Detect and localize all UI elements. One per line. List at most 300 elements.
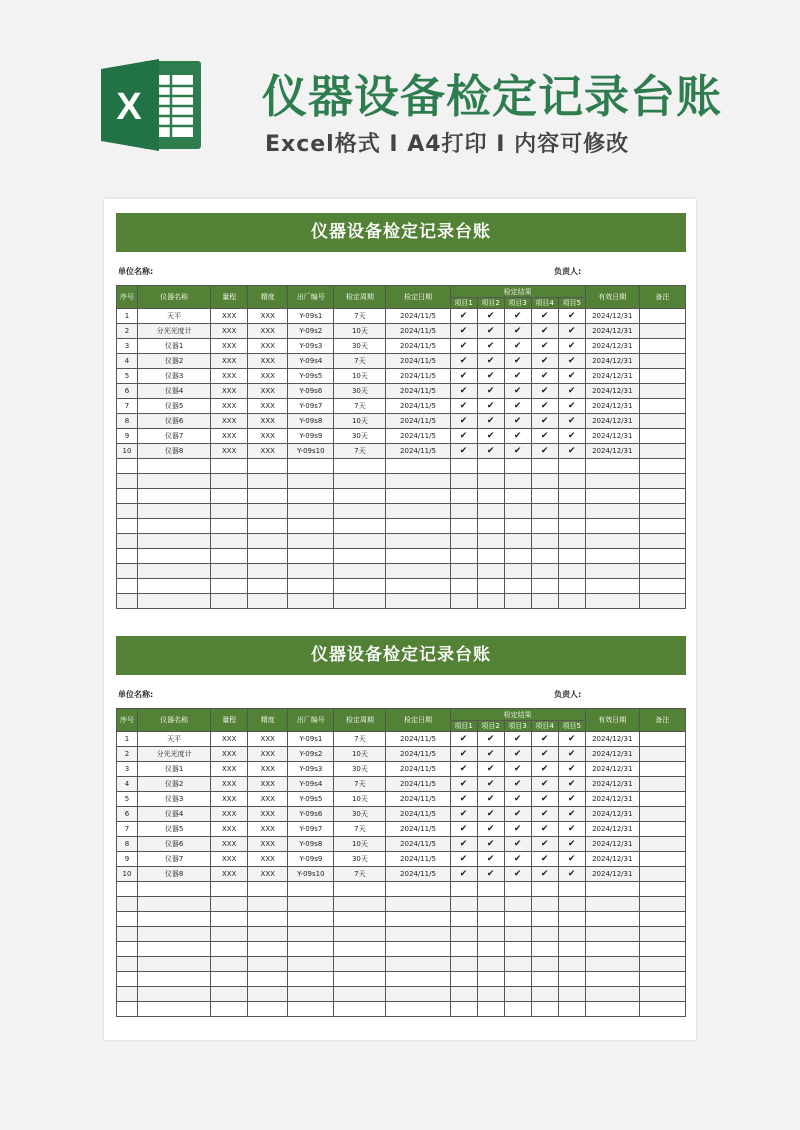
cell-precision[interactable]: XXX	[248, 444, 288, 459]
empty-cell[interactable]	[585, 987, 639, 1002]
check-mark-icon[interactable]: ✔	[504, 867, 531, 882]
cell-precision[interactable]: XXX	[248, 807, 288, 822]
empty-cell[interactable]	[477, 942, 504, 957]
empty-cell[interactable]	[386, 519, 450, 534]
cell-remark[interactable]	[639, 732, 685, 747]
empty-cell[interactable]	[639, 987, 685, 1002]
check-mark-icon[interactable]: ✔	[531, 444, 558, 459]
cell-valid[interactable]: 2024/12/31	[585, 747, 639, 762]
check-mark-icon[interactable]: ✔	[504, 324, 531, 339]
empty-cell[interactable]	[504, 459, 531, 474]
check-mark-icon[interactable]: ✔	[477, 414, 504, 429]
empty-cell[interactable]	[558, 912, 585, 927]
empty-cell[interactable]	[639, 1002, 685, 1017]
cell-serial[interactable]: Y-09s5	[288, 792, 334, 807]
cell-name[interactable]: 仪器5	[138, 822, 211, 837]
check-mark-icon[interactable]: ✔	[558, 747, 585, 762]
empty-cell[interactable]	[117, 957, 138, 972]
check-mark-icon[interactable]: ✔	[477, 309, 504, 324]
check-mark-icon[interactable]: ✔	[477, 339, 504, 354]
empty-cell[interactable]	[558, 594, 585, 609]
empty-cell[interactable]	[138, 594, 211, 609]
cell-name[interactable]: 仪器7	[138, 852, 211, 867]
empty-cell[interactable]	[117, 474, 138, 489]
empty-cell[interactable]	[288, 489, 334, 504]
cell-name[interactable]: 仪器1	[138, 339, 211, 354]
empty-cell[interactable]	[585, 927, 639, 942]
empty-cell[interactable]	[477, 1002, 504, 1017]
cell-serial[interactable]: Y-09s8	[288, 837, 334, 852]
empty-cell[interactable]	[211, 519, 248, 534]
cell-range[interactable]: XXX	[211, 414, 248, 429]
empty-cell[interactable]	[288, 912, 334, 927]
cell-precision[interactable]: XXX	[248, 852, 288, 867]
empty-cell[interactable]	[386, 459, 450, 474]
empty-cell[interactable]	[585, 882, 639, 897]
cell-remark[interactable]	[639, 354, 685, 369]
cell-name[interactable]: 仪器4	[138, 807, 211, 822]
cell-remark[interactable]	[639, 414, 685, 429]
cell-remark[interactable]	[639, 807, 685, 822]
check-mark-icon[interactable]: ✔	[558, 429, 585, 444]
empty-cell[interactable]	[334, 549, 386, 564]
empty-cell[interactable]	[288, 882, 334, 897]
empty-cell[interactable]	[504, 594, 531, 609]
cell-precision[interactable]: XXX	[248, 747, 288, 762]
cell-range[interactable]: XXX	[211, 384, 248, 399]
empty-cell[interactable]	[117, 534, 138, 549]
empty-cell[interactable]	[386, 489, 450, 504]
empty-cell[interactable]	[138, 474, 211, 489]
empty-cell[interactable]	[504, 579, 531, 594]
empty-cell[interactable]	[504, 534, 531, 549]
empty-cell[interactable]	[334, 972, 386, 987]
cell-no[interactable]: 7	[117, 399, 138, 414]
check-mark-icon[interactable]: ✔	[477, 867, 504, 882]
cell-serial[interactable]: Y-09s7	[288, 399, 334, 414]
empty-cell[interactable]	[531, 549, 558, 564]
empty-cell[interactable]	[138, 579, 211, 594]
cell-cycle[interactable]: 30天	[334, 339, 386, 354]
cell-precision[interactable]: XXX	[248, 732, 288, 747]
cell-remark[interactable]	[639, 369, 685, 384]
empty-cell[interactable]	[117, 579, 138, 594]
cell-no[interactable]: 6	[117, 384, 138, 399]
check-mark-icon[interactable]: ✔	[531, 429, 558, 444]
cell-serial[interactable]: Y-09s3	[288, 339, 334, 354]
cell-serial[interactable]: Y-09s2	[288, 747, 334, 762]
empty-cell[interactable]	[288, 942, 334, 957]
check-mark-icon[interactable]: ✔	[450, 309, 477, 324]
empty-cell[interactable]	[248, 534, 288, 549]
cell-remark[interactable]	[639, 792, 685, 807]
empty-cell[interactable]	[477, 549, 504, 564]
empty-cell[interactable]	[334, 987, 386, 1002]
empty-cell[interactable]	[450, 1002, 477, 1017]
cell-range[interactable]: XXX	[211, 429, 248, 444]
cell-serial[interactable]: Y-09s3	[288, 762, 334, 777]
empty-cell[interactable]	[248, 564, 288, 579]
empty-cell[interactable]	[288, 474, 334, 489]
cell-date[interactable]: 2024/11/5	[386, 852, 450, 867]
check-mark-icon[interactable]: ✔	[558, 444, 585, 459]
cell-range[interactable]: XXX	[211, 324, 248, 339]
empty-cell[interactable]	[248, 927, 288, 942]
empty-cell[interactable]	[585, 534, 639, 549]
cell-no[interactable]: 9	[117, 852, 138, 867]
check-mark-icon[interactable]: ✔	[558, 837, 585, 852]
cell-valid[interactable]: 2024/12/31	[585, 444, 639, 459]
empty-cell[interactable]	[585, 549, 639, 564]
cell-range[interactable]: XXX	[211, 792, 248, 807]
empty-cell[interactable]	[639, 549, 685, 564]
cell-cycle[interactable]: 7天	[334, 732, 386, 747]
cell-no[interactable]: 4	[117, 777, 138, 792]
empty-cell[interactable]	[138, 927, 211, 942]
check-mark-icon[interactable]: ✔	[450, 822, 477, 837]
cell-cycle[interactable]: 10天	[334, 747, 386, 762]
empty-cell[interactable]	[450, 579, 477, 594]
empty-cell[interactable]	[334, 1002, 386, 1017]
empty-cell[interactable]	[585, 489, 639, 504]
empty-cell[interactable]	[531, 489, 558, 504]
empty-cell[interactable]	[288, 579, 334, 594]
empty-cell[interactable]	[585, 594, 639, 609]
cell-date[interactable]: 2024/11/5	[386, 792, 450, 807]
cell-cycle[interactable]: 7天	[334, 354, 386, 369]
empty-cell[interactable]	[639, 912, 685, 927]
check-mark-icon[interactable]: ✔	[477, 354, 504, 369]
cell-remark[interactable]	[639, 852, 685, 867]
cell-name[interactable]: 仪器6	[138, 414, 211, 429]
check-mark-icon[interactable]: ✔	[477, 429, 504, 444]
cell-range[interactable]: XXX	[211, 867, 248, 882]
check-mark-icon[interactable]: ✔	[504, 747, 531, 762]
empty-cell[interactable]	[558, 579, 585, 594]
cell-date[interactable]: 2024/11/5	[386, 837, 450, 852]
empty-cell[interactable]	[639, 459, 685, 474]
empty-cell[interactable]	[334, 504, 386, 519]
check-mark-icon[interactable]: ✔	[558, 807, 585, 822]
empty-cell[interactable]	[531, 519, 558, 534]
cell-remark[interactable]	[639, 429, 685, 444]
empty-cell[interactable]	[288, 972, 334, 987]
check-mark-icon[interactable]: ✔	[450, 732, 477, 747]
check-mark-icon[interactable]: ✔	[531, 339, 558, 354]
cell-cycle[interactable]: 30天	[334, 807, 386, 822]
empty-cell[interactable]	[477, 489, 504, 504]
empty-cell[interactable]	[450, 897, 477, 912]
empty-cell[interactable]	[334, 897, 386, 912]
empty-cell[interactable]	[288, 549, 334, 564]
empty-cell[interactable]	[477, 972, 504, 987]
empty-cell[interactable]	[531, 1002, 558, 1017]
empty-cell[interactable]	[386, 549, 450, 564]
check-mark-icon[interactable]: ✔	[531, 732, 558, 747]
empty-cell[interactable]	[585, 972, 639, 987]
empty-cell[interactable]	[558, 504, 585, 519]
empty-cell[interactable]	[117, 489, 138, 504]
cell-no[interactable]: 2	[117, 747, 138, 762]
check-mark-icon[interactable]: ✔	[450, 369, 477, 384]
cell-range[interactable]: XXX	[211, 777, 248, 792]
cell-remark[interactable]	[639, 837, 685, 852]
cell-cycle[interactable]: 30天	[334, 852, 386, 867]
empty-cell[interactable]	[504, 1002, 531, 1017]
cell-serial[interactable]: Y-09s6	[288, 384, 334, 399]
empty-cell[interactable]	[138, 1002, 211, 1017]
empty-cell[interactable]	[334, 534, 386, 549]
cell-date[interactable]: 2024/11/5	[386, 309, 450, 324]
check-mark-icon[interactable]: ✔	[450, 777, 477, 792]
cell-cycle[interactable]: 7天	[334, 444, 386, 459]
cell-valid[interactable]: 2024/12/31	[585, 732, 639, 747]
cell-serial[interactable]: Y-09s8	[288, 414, 334, 429]
cell-serial[interactable]: Y-09s4	[288, 777, 334, 792]
empty-cell[interactable]	[558, 459, 585, 474]
empty-cell[interactable]	[334, 489, 386, 504]
check-mark-icon[interactable]: ✔	[531, 867, 558, 882]
cell-remark[interactable]	[639, 867, 685, 882]
cell-name[interactable]: 天平	[138, 309, 211, 324]
empty-cell[interactable]	[248, 594, 288, 609]
empty-cell[interactable]	[386, 474, 450, 489]
empty-cell[interactable]	[531, 882, 558, 897]
empty-cell[interactable]	[211, 459, 248, 474]
cell-valid[interactable]: 2024/12/31	[585, 339, 639, 354]
empty-cell[interactable]	[558, 927, 585, 942]
cell-precision[interactable]: XXX	[248, 867, 288, 882]
check-mark-icon[interactable]: ✔	[477, 747, 504, 762]
empty-cell[interactable]	[386, 987, 450, 1002]
cell-cycle[interactable]: 7天	[334, 399, 386, 414]
check-mark-icon[interactable]: ✔	[504, 807, 531, 822]
empty-cell[interactable]	[386, 504, 450, 519]
empty-cell[interactable]	[585, 897, 639, 912]
cell-precision[interactable]: XXX	[248, 762, 288, 777]
empty-cell[interactable]	[138, 957, 211, 972]
check-mark-icon[interactable]: ✔	[531, 414, 558, 429]
cell-valid[interactable]: 2024/12/31	[585, 384, 639, 399]
cell-precision[interactable]: XXX	[248, 429, 288, 444]
cell-no[interactable]: 5	[117, 369, 138, 384]
cell-valid[interactable]: 2024/12/31	[585, 324, 639, 339]
cell-name[interactable]: 仪器8	[138, 867, 211, 882]
empty-cell[interactable]	[450, 912, 477, 927]
empty-cell[interactable]	[504, 942, 531, 957]
cell-serial[interactable]: Y-09s10	[288, 867, 334, 882]
empty-cell[interactable]	[531, 987, 558, 1002]
cell-remark[interactable]	[639, 747, 685, 762]
empty-cell[interactable]	[450, 459, 477, 474]
empty-cell[interactable]	[531, 912, 558, 927]
empty-cell[interactable]	[248, 579, 288, 594]
cell-valid[interactable]: 2024/12/31	[585, 822, 639, 837]
empty-cell[interactable]	[117, 1002, 138, 1017]
cell-cycle[interactable]: 7天	[334, 309, 386, 324]
cell-date[interactable]: 2024/11/5	[386, 429, 450, 444]
check-mark-icon[interactable]: ✔	[477, 792, 504, 807]
check-mark-icon[interactable]: ✔	[531, 399, 558, 414]
cell-no[interactable]: 5	[117, 792, 138, 807]
empty-cell[interactable]	[585, 942, 639, 957]
cell-date[interactable]: 2024/11/5	[386, 444, 450, 459]
cell-valid[interactable]: 2024/12/31	[585, 429, 639, 444]
empty-cell[interactable]	[288, 594, 334, 609]
cell-no[interactable]: 2	[117, 324, 138, 339]
empty-cell[interactable]	[138, 987, 211, 1002]
empty-cell[interactable]	[558, 549, 585, 564]
cell-no[interactable]: 6	[117, 807, 138, 822]
empty-cell[interactable]	[477, 519, 504, 534]
empty-cell[interactable]	[477, 987, 504, 1002]
cell-name[interactable]: 仪器7	[138, 429, 211, 444]
empty-cell[interactable]	[248, 897, 288, 912]
empty-cell[interactable]	[531, 534, 558, 549]
empty-cell[interactable]	[211, 987, 248, 1002]
cell-valid[interactable]: 2024/12/31	[585, 399, 639, 414]
empty-cell[interactable]	[117, 942, 138, 957]
check-mark-icon[interactable]: ✔	[450, 747, 477, 762]
cell-remark[interactable]	[639, 324, 685, 339]
cell-no[interactable]: 8	[117, 837, 138, 852]
cell-cycle[interactable]: 10天	[334, 792, 386, 807]
check-mark-icon[interactable]: ✔	[450, 762, 477, 777]
empty-cell[interactable]	[211, 927, 248, 942]
check-mark-icon[interactable]: ✔	[531, 369, 558, 384]
empty-cell[interactable]	[639, 972, 685, 987]
check-mark-icon[interactable]: ✔	[477, 777, 504, 792]
check-mark-icon[interactable]: ✔	[504, 339, 531, 354]
cell-name[interactable]: 仪器5	[138, 399, 211, 414]
cell-date[interactable]: 2024/11/5	[386, 339, 450, 354]
empty-cell[interactable]	[504, 882, 531, 897]
cell-precision[interactable]: XXX	[248, 837, 288, 852]
cell-valid[interactable]: 2024/12/31	[585, 867, 639, 882]
cell-no[interactable]: 3	[117, 762, 138, 777]
cell-name[interactable]: 仪器2	[138, 777, 211, 792]
cell-valid[interactable]: 2024/12/31	[585, 762, 639, 777]
cell-cycle[interactable]: 7天	[334, 867, 386, 882]
cell-date[interactable]: 2024/11/5	[386, 747, 450, 762]
empty-cell[interactable]	[334, 579, 386, 594]
check-mark-icon[interactable]: ✔	[477, 822, 504, 837]
cell-date[interactable]: 2024/11/5	[386, 414, 450, 429]
check-mark-icon[interactable]: ✔	[477, 837, 504, 852]
cell-serial[interactable]: Y-09s7	[288, 822, 334, 837]
empty-cell[interactable]	[117, 912, 138, 927]
empty-cell[interactable]	[138, 972, 211, 987]
empty-cell[interactable]	[585, 957, 639, 972]
check-mark-icon[interactable]: ✔	[477, 399, 504, 414]
empty-cell[interactable]	[639, 534, 685, 549]
empty-cell[interactable]	[504, 519, 531, 534]
empty-cell[interactable]	[531, 459, 558, 474]
empty-cell[interactable]	[477, 957, 504, 972]
empty-cell[interactable]	[504, 564, 531, 579]
empty-cell[interactable]	[138, 549, 211, 564]
empty-cell[interactable]	[386, 897, 450, 912]
cell-range[interactable]: XXX	[211, 339, 248, 354]
empty-cell[interactable]	[558, 564, 585, 579]
empty-cell[interactable]	[585, 459, 639, 474]
cell-date[interactable]: 2024/11/5	[386, 732, 450, 747]
empty-cell[interactable]	[288, 564, 334, 579]
cell-remark[interactable]	[639, 309, 685, 324]
cell-cycle[interactable]: 7天	[334, 777, 386, 792]
empty-cell[interactable]	[585, 564, 639, 579]
empty-cell[interactable]	[288, 957, 334, 972]
check-mark-icon[interactable]: ✔	[558, 354, 585, 369]
empty-cell[interactable]	[585, 504, 639, 519]
empty-cell[interactable]	[386, 534, 450, 549]
cell-range[interactable]: XXX	[211, 444, 248, 459]
check-mark-icon[interactable]: ✔	[531, 762, 558, 777]
cell-no[interactable]: 8	[117, 414, 138, 429]
empty-cell[interactable]	[531, 957, 558, 972]
empty-cell[interactable]	[248, 489, 288, 504]
cell-valid[interactable]: 2024/12/31	[585, 354, 639, 369]
empty-cell[interactable]	[585, 1002, 639, 1017]
empty-cell[interactable]	[117, 972, 138, 987]
check-mark-icon[interactable]: ✔	[477, 444, 504, 459]
empty-cell[interactable]	[558, 987, 585, 1002]
empty-cell[interactable]	[504, 504, 531, 519]
empty-cell[interactable]	[558, 942, 585, 957]
check-mark-icon[interactable]: ✔	[450, 354, 477, 369]
empty-cell[interactable]	[117, 897, 138, 912]
empty-cell[interactable]	[450, 519, 477, 534]
empty-cell[interactable]	[248, 912, 288, 927]
empty-cell[interactable]	[248, 549, 288, 564]
cell-serial[interactable]: Y-09s2	[288, 324, 334, 339]
empty-cell[interactable]	[117, 564, 138, 579]
check-mark-icon[interactable]: ✔	[531, 309, 558, 324]
empty-cell[interactable]	[585, 579, 639, 594]
empty-cell[interactable]	[531, 579, 558, 594]
empty-cell[interactable]	[558, 534, 585, 549]
cell-name[interactable]: 仪器8	[138, 444, 211, 459]
empty-cell[interactable]	[211, 972, 248, 987]
empty-cell[interactable]	[288, 927, 334, 942]
cell-remark[interactable]	[639, 777, 685, 792]
empty-cell[interactable]	[450, 927, 477, 942]
empty-cell[interactable]	[450, 474, 477, 489]
empty-cell[interactable]	[477, 927, 504, 942]
check-mark-icon[interactable]: ✔	[450, 429, 477, 444]
empty-cell[interactable]	[531, 972, 558, 987]
empty-cell[interactable]	[138, 897, 211, 912]
check-mark-icon[interactable]: ✔	[450, 807, 477, 822]
check-mark-icon[interactable]: ✔	[558, 309, 585, 324]
empty-cell[interactable]	[639, 564, 685, 579]
empty-cell[interactable]	[450, 942, 477, 957]
cell-range[interactable]: XXX	[211, 399, 248, 414]
empty-cell[interactable]	[558, 897, 585, 912]
check-mark-icon[interactable]: ✔	[531, 822, 558, 837]
empty-cell[interactable]	[504, 549, 531, 564]
check-mark-icon[interactable]: ✔	[504, 429, 531, 444]
check-mark-icon[interactable]: ✔	[504, 732, 531, 747]
cell-valid[interactable]: 2024/12/31	[585, 309, 639, 324]
cell-no[interactable]: 7	[117, 822, 138, 837]
empty-cell[interactable]	[211, 549, 248, 564]
cell-remark[interactable]	[639, 444, 685, 459]
empty-cell[interactable]	[117, 594, 138, 609]
cell-precision[interactable]: XXX	[248, 399, 288, 414]
cell-range[interactable]: XXX	[211, 852, 248, 867]
cell-cycle[interactable]: 10天	[334, 324, 386, 339]
